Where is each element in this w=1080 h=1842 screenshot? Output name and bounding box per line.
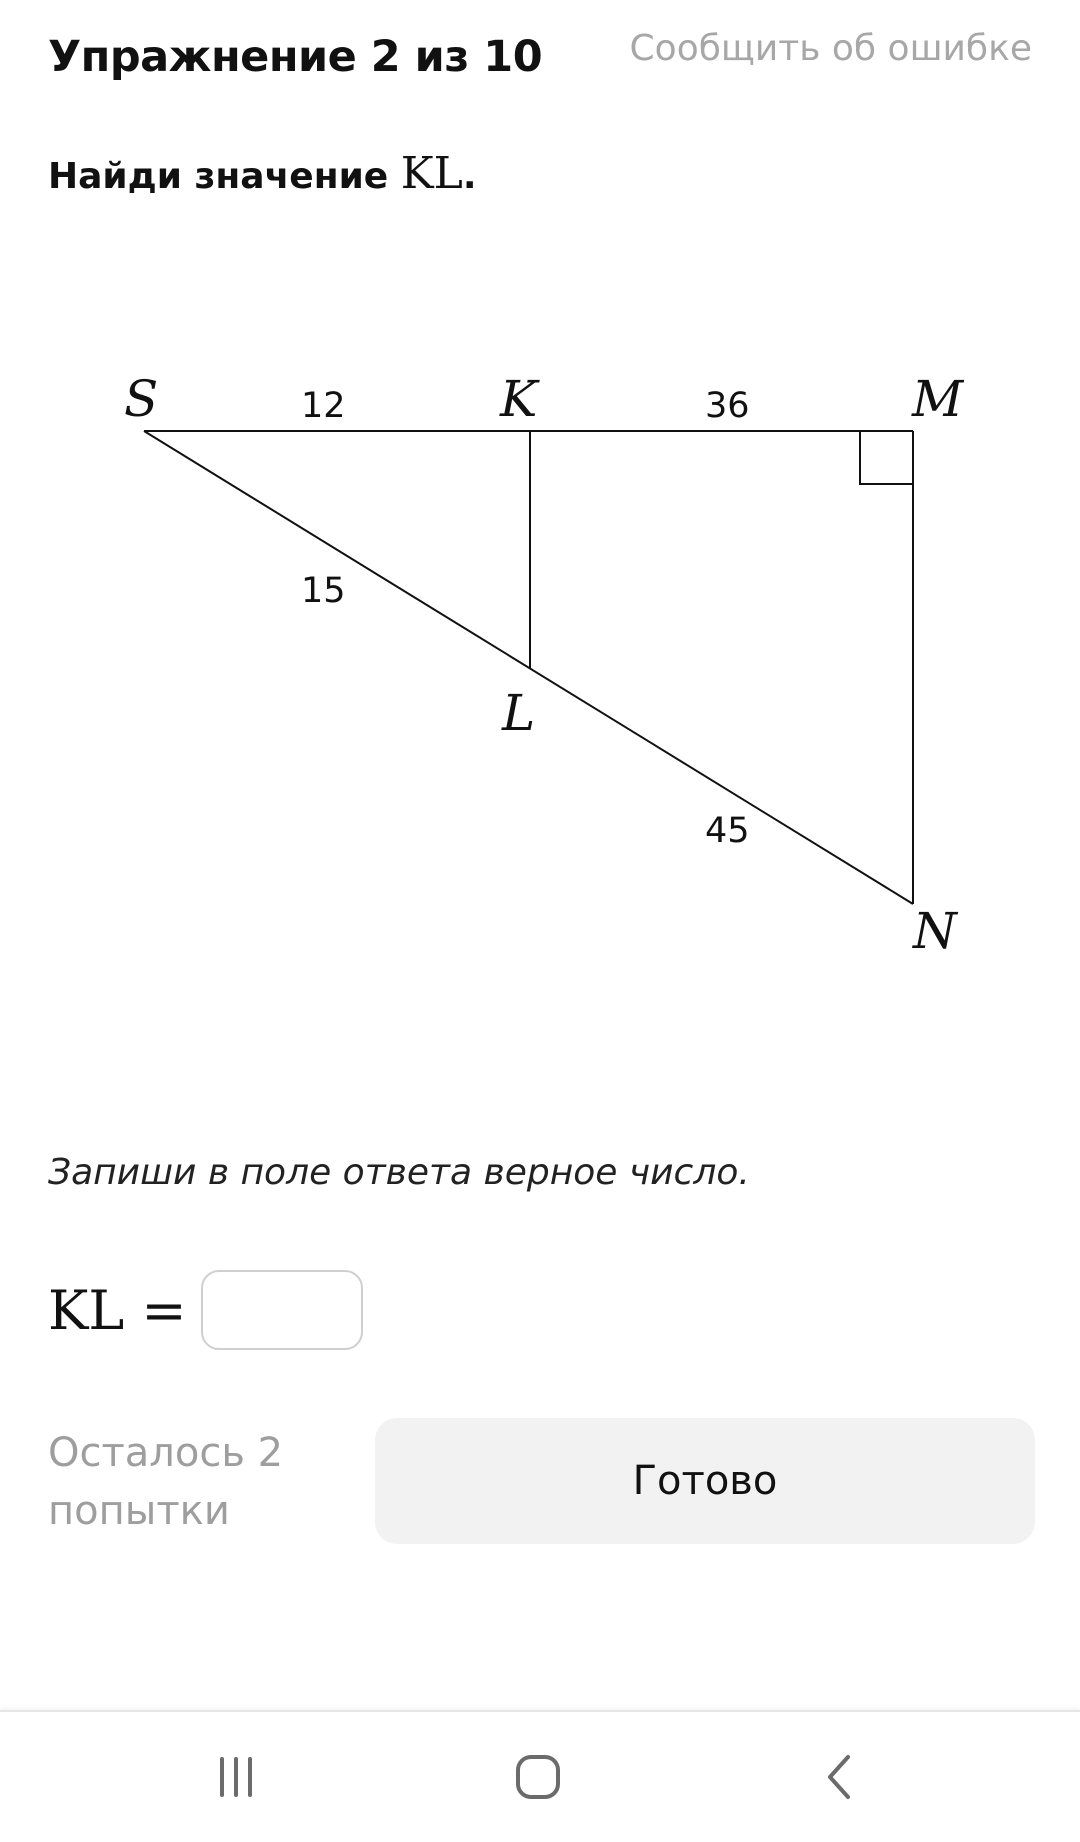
report-error-link[interactable]: Сообщить об ошибке	[629, 28, 1032, 69]
task-prompt-math: KL	[400, 148, 463, 199]
vertex-label-l: L	[502, 684, 536, 742]
length-label-sl: 15	[301, 571, 346, 611]
task-prompt-text: Найди значение	[48, 156, 401, 197]
answer-label: KL =	[48, 1278, 187, 1342]
triangle-diagram	[0, 360, 1080, 960]
page-title: Упражнение 2 из 10	[48, 32, 543, 82]
task-prompt	[48, 148, 477, 199]
attempts-remaining	[48, 1424, 308, 1540]
vertex-label-n: N	[913, 902, 957, 960]
done-button[interactable]: Готово	[375, 1418, 1035, 1544]
task-prompt-end: .	[462, 156, 477, 197]
vertex-label-k: K	[500, 370, 538, 428]
answer-row	[48, 1268, 363, 1352]
right-angle-mark	[860, 431, 913, 484]
length-label-sk: 12	[301, 386, 346, 426]
attempts-line-2: попытки	[48, 1488, 230, 1534]
header	[48, 28, 1032, 88]
answer-input[interactable]	[201, 1270, 363, 1350]
back-button[interactable]	[800, 1742, 880, 1812]
vertex-label-m: M	[912, 370, 964, 428]
home-icon	[514, 1753, 562, 1801]
back-icon	[820, 1753, 860, 1801]
segment-sn	[144, 431, 913, 904]
geometry-figure	[0, 360, 1080, 960]
instruction-text: Запиши в поле ответа верное число.	[48, 1152, 750, 1193]
length-label-ln: 45	[705, 811, 750, 851]
attempts-line-1: Осталось 2	[48, 1430, 284, 1476]
length-label-km: 36	[705, 386, 750, 426]
recent-apps-button[interactable]	[196, 1742, 276, 1812]
android-navigation-bar	[0, 1710, 1080, 1842]
recent-apps-icon	[214, 1755, 258, 1799]
home-button[interactable]	[498, 1742, 578, 1812]
vertex-label-s: S	[124, 370, 159, 428]
